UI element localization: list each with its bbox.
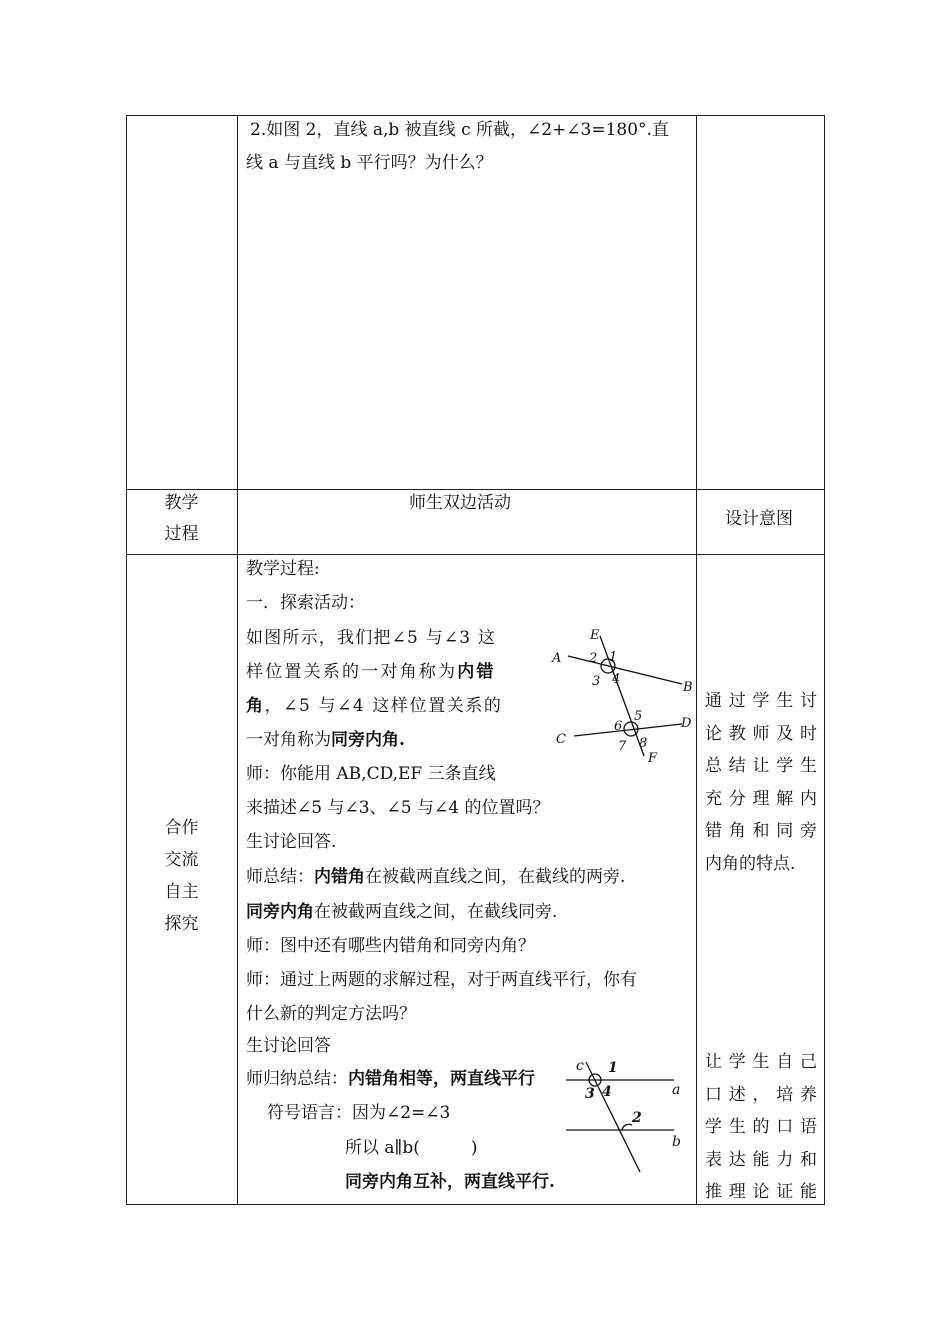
activity-text: 样位置关系的一对角称为 bbox=[246, 662, 458, 682]
label-2: 2 bbox=[589, 651, 598, 666]
figure-parallel-lines bbox=[558, 1054, 696, 1179]
section-label bbox=[126, 812, 237, 940]
header-col1-line2: 过程 bbox=[164, 524, 199, 544]
intent-line: 论教师及时 bbox=[705, 723, 817, 744]
section-label-line: 探究 bbox=[164, 914, 199, 934]
section-label-line: 自主 bbox=[164, 882, 199, 902]
activity-line: 教学过程: bbox=[246, 559, 320, 579]
intent-line: 让学生自己 bbox=[705, 1052, 817, 1072]
label-4: 4 bbox=[612, 672, 621, 687]
activity-line bbox=[246, 656, 496, 689]
label-d: D bbox=[681, 716, 692, 731]
label-4: 4 bbox=[602, 1084, 612, 1100]
label-2: 2 bbox=[632, 1110, 642, 1126]
label-6: 6 bbox=[614, 719, 623, 734]
header-activities: 师生双边活动 bbox=[409, 493, 511, 513]
activity-line: 生讨论回答. bbox=[246, 832, 337, 852]
term-alternate-interior: 内错角 bbox=[314, 867, 365, 887]
section-label-line: 合作 bbox=[164, 818, 199, 838]
activity-text: ，∠5 与∠4 这样位置关系的 bbox=[264, 696, 503, 716]
line-ab bbox=[568, 656, 682, 684]
line-cd bbox=[574, 724, 682, 736]
label-3: 3 bbox=[592, 674, 601, 689]
intent-line: 总结让学生 bbox=[705, 756, 817, 776]
intent-line: 错角和同旁 bbox=[705, 821, 817, 841]
activity-line bbox=[246, 861, 625, 894]
section-label-line: 交流 bbox=[164, 850, 199, 870]
question2-line2: 线 a 与直线 b 平行吗？为什么？ bbox=[246, 153, 493, 173]
activity-line: 生讨论回答 bbox=[246, 1036, 331, 1056]
label-7: 7 bbox=[618, 739, 627, 754]
table-left-border bbox=[126, 115, 127, 1205]
intent-line: 口述，培养 bbox=[705, 1084, 817, 1105]
label-c: C bbox=[556, 732, 566, 747]
label-b: b bbox=[672, 1134, 681, 1150]
activity-line: 什么新的判定方法吗？ bbox=[246, 1004, 416, 1024]
label-a: A bbox=[552, 651, 562, 666]
activity-text: 在被截两直线之间，在截线的两旁. bbox=[365, 867, 626, 887]
activity-line: 来描述∠5 与∠3、∠5 与∠4 的位置吗？ bbox=[246, 798, 550, 818]
label-1: 1 bbox=[608, 1060, 618, 1076]
term-alternate-interior: 内错 bbox=[457, 662, 496, 682]
activity-line: 师：你能用 AB,CD,EF 三条直线 bbox=[246, 764, 496, 784]
intent-line: 通过学生讨 bbox=[705, 691, 817, 711]
angle-mark-2 bbox=[622, 1124, 632, 1130]
intent-line: 学生的口语 bbox=[705, 1117, 817, 1137]
column-divider-1 bbox=[237, 115, 238, 1205]
table-right-border bbox=[824, 115, 825, 1205]
activity-text: 在被截两直线之间，在截线同旁. bbox=[314, 902, 558, 922]
label-3: 3 bbox=[585, 1086, 595, 1102]
intent-line: 内角的特点. bbox=[705, 853, 796, 874]
term-same-side-interior: 同旁内角. bbox=[331, 730, 405, 750]
activity-line: 师：图中还有哪些内错角和同旁内角？ bbox=[246, 936, 535, 956]
activity-line: 师：通过上两题的求解过程，对于两直线平行，你有 bbox=[246, 970, 637, 990]
header-teaching-process bbox=[126, 488, 237, 550]
label-f: F bbox=[648, 751, 658, 766]
label-1: 1 bbox=[609, 650, 618, 665]
line-ef bbox=[600, 636, 644, 756]
question2-line1: 2.如图 2，直线 a,b 被直线 c 所截，∠2+∠3=180°.直 bbox=[250, 120, 669, 140]
term-alternate-interior-end: 角 bbox=[246, 696, 265, 716]
activity-line bbox=[246, 896, 557, 929]
intent-line: 表达能力和 bbox=[705, 1149, 817, 1170]
activity-line: 符号语言：因为∠2=∠3 bbox=[267, 1103, 451, 1123]
theorem-same-side-interior: 同旁内角互补，两直线平行. bbox=[345, 1172, 555, 1192]
header-row-bottom-border bbox=[126, 554, 825, 555]
label-5: 5 bbox=[634, 709, 643, 724]
activity-line bbox=[246, 1063, 562, 1096]
label-b: B bbox=[683, 680, 693, 695]
label-c: c bbox=[576, 1058, 584, 1074]
activity-text: 一对角称为 bbox=[246, 730, 331, 750]
intent-line: 充分理解内 bbox=[705, 788, 817, 809]
activity-line bbox=[246, 724, 405, 757]
activity-text: 师归纳总结： bbox=[246, 1069, 348, 1089]
activity-text: 师总结： bbox=[246, 867, 314, 887]
label-8: 8 bbox=[639, 736, 648, 751]
header-design-intent: 设计意图 bbox=[725, 509, 793, 529]
theorem-alternate-interior: 内错角相等，两直线平行 bbox=[348, 1069, 535, 1089]
activity-line: 所以 a∥b( ) bbox=[345, 1138, 478, 1158]
activity-line: 一．探索活动： bbox=[246, 593, 365, 613]
figure-transversal-lines bbox=[548, 626, 708, 768]
design-intent-1 bbox=[705, 685, 817, 880]
label-a: a bbox=[672, 1082, 681, 1098]
design-intent-2 bbox=[705, 1046, 817, 1209]
term-same-side-interior: 同旁内角 bbox=[246, 902, 314, 922]
activity-line: 如图所示，我们把∠5 与∠3 这 bbox=[246, 628, 497, 648]
label-e: E bbox=[590, 628, 600, 643]
activity-line bbox=[246, 690, 503, 723]
header-col1-line1: 教学 bbox=[164, 493, 199, 513]
intent-line: 推理论证能 bbox=[705, 1182, 817, 1202]
